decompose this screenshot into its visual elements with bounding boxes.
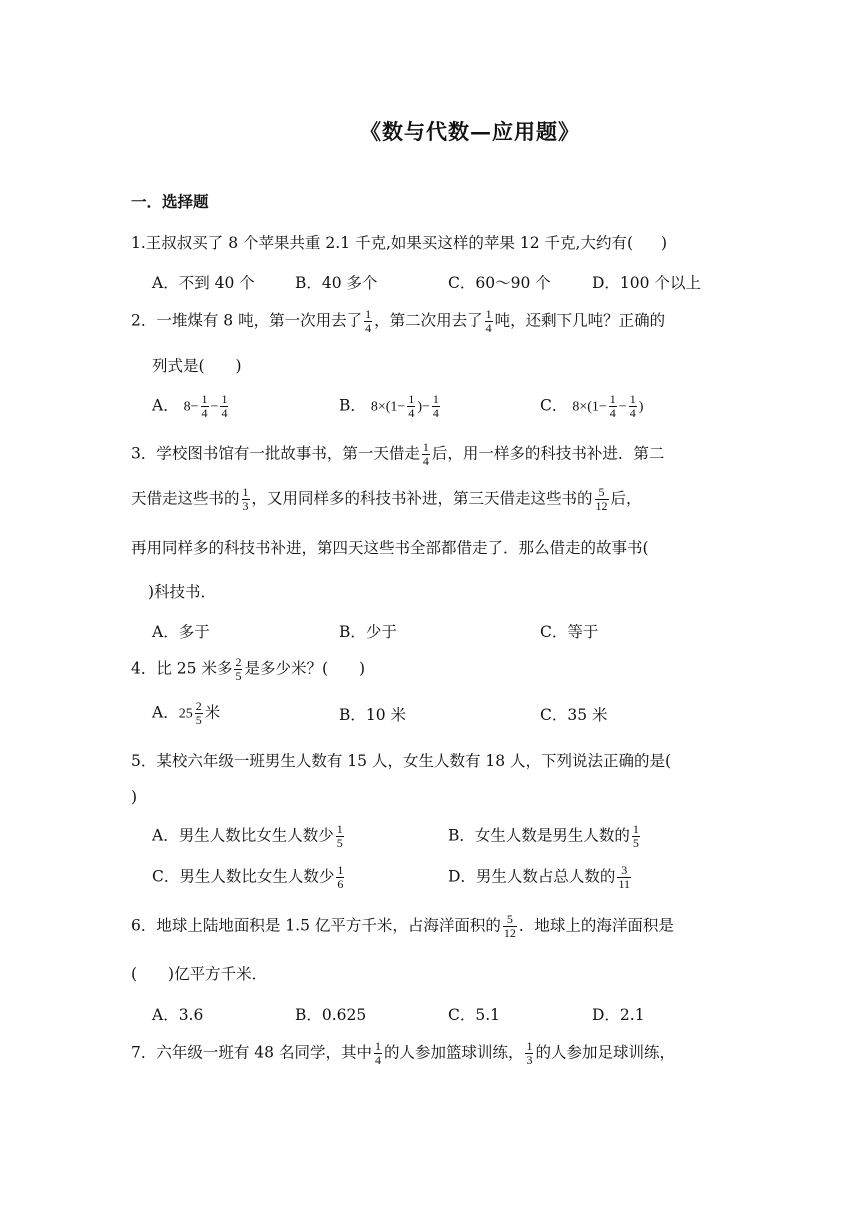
q3-option-c: C．等于 (540, 623, 599, 641)
q1-option-c: C．60～90 个 (448, 274, 551, 292)
fraction-1-4: $\frac{1}{4}$ (432, 392, 439, 420)
question-1-close-paren: ) (661, 234, 668, 252)
q4-option-c: C．35 米 (540, 706, 608, 724)
q5-option-b: B．女生人数是男生人数的 $\frac{1}{5}$ (448, 822, 639, 850)
fraction-1-3: $\frac{1}{3}$ (242, 485, 249, 513)
question-4-text: 4．比 25 米多 $\frac{2}{5}$ 是多少米？( ) (131, 655, 366, 683)
question-6-line-1: 6．地球上陆地面积是 1.5 亿平方千米，占海洋面积的 $\frac{5}{12}$ ．地球上的海洋面积是 (131, 912, 674, 940)
fraction-1-4: $\frac{1}{4}$ (609, 392, 616, 420)
question-3-line-4: )科技书． (148, 583, 217, 601)
q2-option-b: B． 8×(1− $\frac{1}{4}$ )− $\frac{1}{4}$ (339, 392, 439, 420)
question-1-stem: 1.王叔叔买了 8 个苹果共重 2.1 千克,如果买这样的苹果 12 千克,大约有( (131, 234, 633, 252)
fraction-1-4: $\frac{1}{4}$ (365, 307, 372, 335)
fraction-1-6: $\frac{1}{6}$ (337, 863, 344, 891)
fraction-5-12: $\frac{5}{12}$ (595, 485, 608, 513)
page-title: 《数与代数—应用题》 (360, 119, 580, 144)
q6-option-b: B．0.625 (295, 1006, 367, 1024)
fraction-2-5: $\frac{2}{5}$ (235, 655, 242, 683)
q2-text-part: ，第二次用去了 (374, 311, 483, 330)
q3-option-b: B．少于 (339, 623, 397, 641)
fraction-3-11: $\frac{3}{11}$ (618, 863, 630, 891)
fraction-5-12: $\frac{5}{12}$ (503, 912, 516, 940)
q5-option-a: A．男生人数比女生人数少 $\frac{1}{5}$ (152, 822, 343, 850)
q4-option-a: A．25 $\frac{2}{5}$ 米 (152, 699, 221, 727)
question-5-line-1: 5．某校六年级一班男生人数有 15 人，女生人数有 18 人，下列说法正确的是( (131, 752, 672, 770)
fraction-1-5: $\frac{1}{5}$ (336, 822, 343, 850)
q4-option-b: B．10 米 (339, 706, 407, 724)
question-3-line-3: 再用同样多的科技书补进，第四天这些书全部都借走了．那么借走的故事书( (131, 539, 649, 557)
fraction-1-4: $\frac{1}{4}$ (422, 440, 429, 468)
q2-option-c: C． 8×(1− $\frac{1}{4}$ − $\frac{1}{4}$ ) (540, 392, 644, 420)
q1-option-b: B．40 多个 (295, 274, 378, 292)
q6-option-c: C．5.1 (448, 1006, 501, 1024)
fraction-1-4: $\frac{1}{4}$ (485, 307, 492, 335)
q1-option-d: D．100 个以上 (592, 274, 701, 292)
fraction-1-4: $\frac{1}{4}$ (408, 392, 415, 420)
q5-option-d: D．男生人数占总人数的 $\frac{3}{11}$ (448, 863, 630, 891)
fraction-1-4: $\frac{1}{4}$ (201, 392, 208, 420)
question-3-line-1: 3．学校图书馆有一批故事书，第一天借走 $\frac{1}{4}$ 后，用一样多的科技书补进．第二 (131, 440, 665, 468)
question-7-line-1: 7．六年级一班有 48 名同学，其中 $\frac{1}{4}$ 的人参加篮球训练， $\frac{1}{3}$ 的人参加足球训练， (131, 1039, 675, 1067)
q3-option-a: A．多于 (152, 623, 210, 641)
question-3-line-2: 天借走这些书的 $\frac{1}{3}$ ，又用同样多的科技书补进，第三天借走这些书的 $\frac{5}{12}$ 后， (131, 485, 642, 513)
question-5-line-2: ) (131, 788, 138, 806)
question-6-line-2: ( )亿平方千米． (131, 965, 268, 983)
question-2-text (131, 308, 665, 335)
fraction-1-5: $\frac{1}{5}$ (632, 822, 639, 850)
question-2-line-2: 列式是( ) (152, 357, 242, 375)
q2-option-a: A． 8− $\frac{1}{4}$ − $\frac{1}{4}$ (152, 392, 228, 420)
fraction-1-4: $\frac{1}{4}$ (629, 392, 636, 420)
question-1-text (131, 231, 667, 253)
q2-text-part: 2．一堆煤有 8 吨，第一次用去了 (131, 311, 363, 330)
q5-option-c: C．男生人数比女生人数少 $\frac{1}{6}$ (152, 863, 344, 891)
fraction-1-3: $\frac{1}{3}$ (526, 1039, 533, 1067)
fraction-1-4: $\frac{1}{4}$ (221, 392, 228, 420)
section-heading: 一．选择题 (131, 192, 209, 211)
q6-option-a: A．3.6 (152, 1006, 204, 1024)
q2-text-part: 吨，还剩下几吨？正确的 (494, 311, 666, 330)
q6-option-d: D．2.1 (592, 1006, 645, 1024)
fraction-1-4: $\frac{1}{4}$ (374, 1039, 381, 1067)
q1-option-a: A．不到 40 个 (152, 274, 255, 292)
fraction-2-5: $\frac{2}{5}$ (195, 699, 202, 727)
